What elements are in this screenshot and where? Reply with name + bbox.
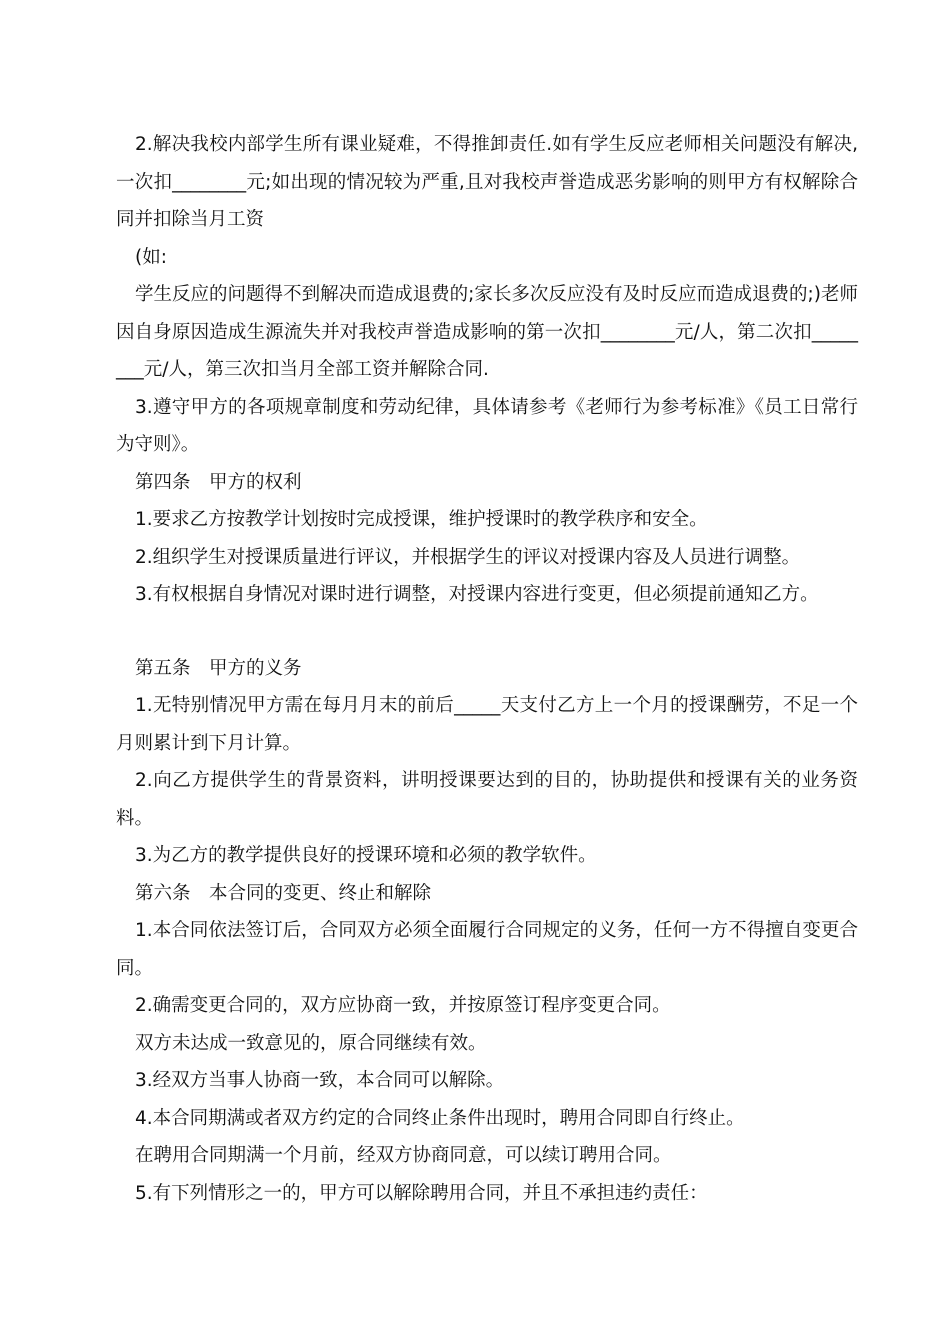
paragraph: (如: xyxy=(135,246,167,268)
paragraph: 1.要求乙方按教学计划按时完成授课，维护授课时的教学秩序和安全。 xyxy=(135,509,708,530)
paragraph: 2.解决我校内部学生所有课业疑难，不得推卸责任.如有学生反应老师相关问题没有解决,一次扣________元;如出现的情况较为严重,且对我校声誉造成恶劣影响的则甲方有权解除合同并扣除当月工资 xyxy=(116,134,858,230)
document-body xyxy=(116,126,858,1212)
paragraph: 2.向乙方提供学生的背景资料，讲明授课要达到的目的，协助提供和授课有关的业务资料。 xyxy=(116,770,858,829)
paragraph: 3.有权根据自身情况对课时进行调整，对授课内容进行变更，但必须提前通知乙方。 xyxy=(135,584,819,605)
section-heading: 第五条 甲方的义务 xyxy=(135,657,302,679)
paragraph: 在聘用合同期满一个月前，经双方协商同意，可以续订聘用合同。 xyxy=(135,1145,672,1166)
paragraph: 2.组织学生对授课质量进行评议，并根据学生的评议对授课内容及人员进行调整。 xyxy=(135,546,801,568)
paragraph: 2.确需变更合同的，双方应协商一致，并按原签订程序变更合同。 xyxy=(135,995,671,1016)
paragraph: 学生反应的问题得不到解决而造成退费的;家长多次反应没有及时反应而造成退费的;)老师因自身原因造成生源流失并对我校声誉造成影响的第一次扣________元/人，第二次扣________元/人，第三次扣当月全部工资并解除合同. xyxy=(116,284,858,380)
paragraph: 3.为乙方的教学提供良好的授课环境和必须的教学软件。 xyxy=(135,845,597,866)
section-heading: 第六条 本合同的变更、终止和解除 xyxy=(135,882,432,904)
section-heading: 第四条 甲方的权利 xyxy=(135,471,302,493)
paragraph: 双方未达成一致意见的，原合同继续有效。 xyxy=(135,1032,487,1054)
paragraph: 5.有下列情形之一的，甲方可以解除聘用合同，并且不承担违约责任： xyxy=(135,1182,708,1204)
paragraph: 3.遵守甲方的各项规章制度和劳动纪律，具体请参考《老师行为参考标准》《员工日常行为守则》。 xyxy=(116,396,858,455)
paragraph: 1.本合同依法签订后，合同双方必须全面履行合同规定的义务，任何一方不得擅自变更合同。 xyxy=(116,920,858,979)
paragraph: 1.无特别情况甲方需在每月月末的前后_____天支付乙方上一个月的授课酬劳，不足一个月则累计到下月计算。 xyxy=(116,695,858,754)
blank-line xyxy=(116,614,858,650)
paragraph: 4.本合同期满或者双方约定的合同终止条件出现时，聘用合同即自行终止。 xyxy=(135,1107,745,1129)
paragraph: 3.经双方当事人协商一致，本合同可以解除。 xyxy=(135,1070,505,1091)
